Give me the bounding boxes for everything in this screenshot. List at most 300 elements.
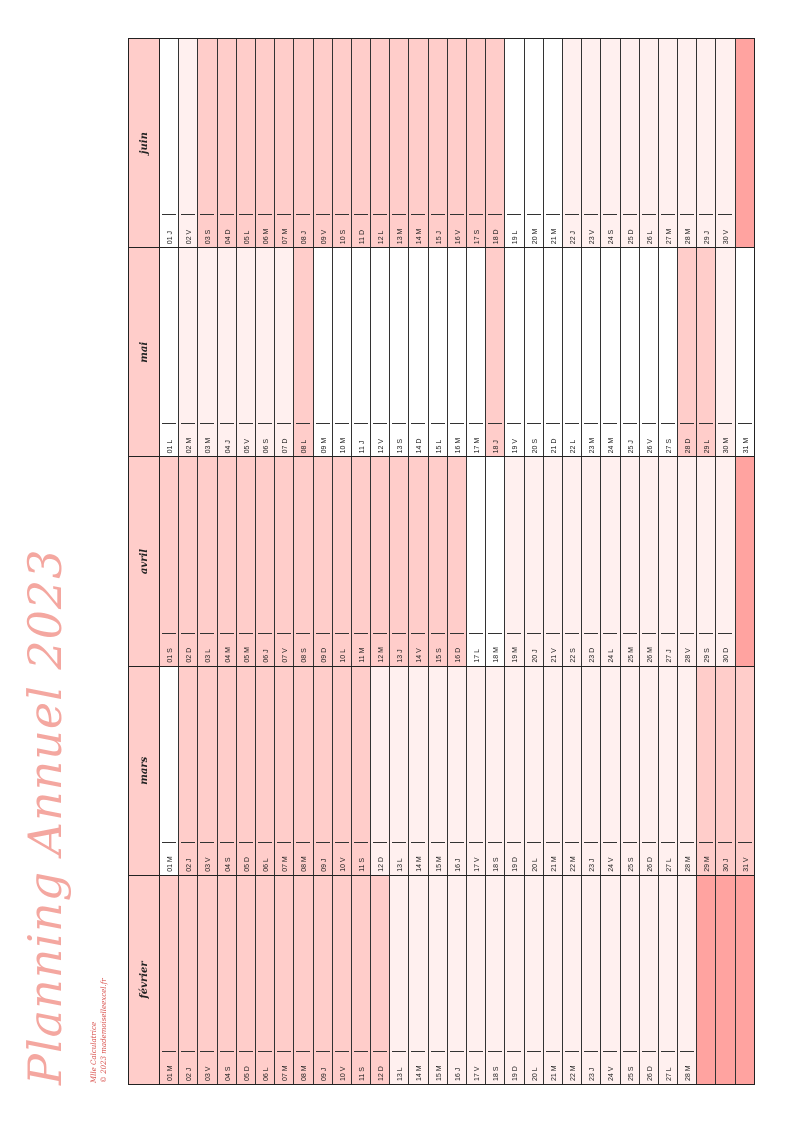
day-cell[interactable]	[390, 248, 409, 456]
day-label: 08 L	[296, 423, 310, 456]
day-cell[interactable]	[544, 667, 563, 875]
day-cell[interactable]	[218, 457, 237, 665]
day-cell[interactable]	[697, 248, 716, 456]
day-label: 12 V	[373, 423, 387, 456]
day-label: 27 J	[661, 633, 675, 666]
day-cell[interactable]	[256, 248, 275, 456]
day-cell[interactable]	[563, 667, 582, 875]
day-label: 18 S	[488, 1051, 502, 1084]
day-label: 17 S	[469, 214, 483, 247]
day-cell[interactable]	[486, 667, 505, 875]
day-label: 10 V	[335, 1051, 349, 1084]
day-cell[interactable]	[716, 876, 735, 1084]
day-cell[interactable]	[467, 667, 486, 875]
day-label: 16 J	[450, 1051, 464, 1084]
day-cell[interactable]	[582, 876, 601, 1084]
day-cell[interactable]	[697, 876, 716, 1084]
day-cell[interactable]	[314, 39, 333, 247]
day-cell[interactable]	[429, 39, 448, 247]
day-label: 14 D	[411, 423, 425, 456]
day-cell[interactable]	[160, 457, 179, 665]
day-cell[interactable]	[179, 667, 198, 875]
day-cell[interactable]	[179, 248, 198, 456]
day-cell[interactable]	[333, 667, 352, 875]
day-label: 18 J	[488, 423, 502, 456]
day-cell[interactable]	[716, 667, 735, 875]
day-cell[interactable]	[563, 248, 582, 456]
day-cell[interactable]	[448, 248, 467, 456]
day-label: 07 M	[277, 842, 291, 875]
day-label: 21 M	[546, 842, 560, 875]
day-cell[interactable]	[218, 248, 237, 456]
day-list	[160, 39, 754, 247]
day-label: 15 L	[431, 423, 445, 456]
month-header: février	[129, 876, 160, 1084]
day-label: 22 M	[565, 842, 579, 875]
day-cell[interactable]	[448, 457, 467, 665]
day-label: 09 J	[316, 842, 330, 875]
day-cell[interactable]	[198, 248, 217, 456]
day-label: 24 V	[603, 1051, 617, 1084]
day-cell[interactable]	[563, 876, 582, 1084]
day-cell[interactable]	[467, 457, 486, 665]
day-label: 09 D	[316, 633, 330, 666]
day-label: 18 M	[488, 633, 502, 666]
day-cell[interactable]	[486, 39, 505, 247]
day-label: 26 D	[642, 1051, 656, 1084]
day-cell[interactable]	[390, 39, 409, 247]
day-label: 27 L	[661, 842, 675, 875]
day-label: 26 L	[642, 214, 656, 247]
day-label: 18 D	[488, 214, 502, 247]
day-label: 05 L	[239, 214, 253, 247]
day-label: 01 M	[162, 1051, 176, 1084]
day-cell[interactable]	[659, 876, 678, 1084]
day-label: 21 M	[546, 1051, 560, 1084]
day-label: 09 V	[316, 214, 330, 247]
day-cell[interactable]	[198, 876, 217, 1084]
day-label: 11 D	[354, 214, 368, 247]
day-label: 29 L	[699, 423, 713, 456]
day-label: 08 J	[296, 214, 310, 247]
day-label: 31 M	[738, 423, 752, 456]
day-cell[interactable]	[314, 248, 333, 456]
day-label: 14 M	[411, 842, 425, 875]
day-label: 19 L	[507, 214, 521, 247]
day-cell[interactable]	[582, 457, 601, 665]
day-cell[interactable]	[237, 457, 256, 665]
day-cell[interactable]	[294, 667, 313, 875]
day-label: 21 D	[546, 423, 560, 456]
day-cell[interactable]	[409, 457, 428, 665]
day-label: 14 M	[411, 214, 425, 247]
day-label: 18 S	[488, 842, 502, 875]
day-cell[interactable]	[237, 876, 256, 1084]
day-label: 13 J	[392, 633, 406, 666]
day-label: 10 L	[335, 633, 349, 666]
day-cell[interactable]	[736, 876, 754, 1084]
day-label: 07 M	[277, 1051, 291, 1084]
day-label: 01 L	[162, 423, 176, 456]
day-label: 12 L	[373, 214, 387, 247]
day-label: 26 D	[642, 842, 656, 875]
day-cell[interactable]	[582, 667, 601, 875]
day-cell[interactable]	[601, 457, 620, 665]
day-label: 25 S	[623, 842, 637, 875]
day-cell[interactable]	[256, 667, 275, 875]
day-cell[interactable]	[525, 667, 544, 875]
day-cell[interactable]	[275, 876, 294, 1084]
day-cell[interactable]	[371, 876, 390, 1084]
day-cell[interactable]	[621, 667, 640, 875]
day-label: 04 J	[220, 423, 234, 456]
day-label: 13 L	[392, 842, 406, 875]
day-cell[interactable]	[448, 39, 467, 247]
day-cell[interactable]	[505, 248, 524, 456]
day-label: 06 J	[258, 633, 272, 666]
day-label: 05 V	[239, 423, 253, 456]
day-cell[interactable]	[505, 39, 524, 247]
day-cell[interactable]	[429, 876, 448, 1084]
day-label: 03 V	[200, 842, 214, 875]
day-cell[interactable]	[621, 876, 640, 1084]
day-cell[interactable]	[371, 667, 390, 875]
day-label: 16 J	[450, 842, 464, 875]
day-cell[interactable]	[659, 667, 678, 875]
day-label: 24 S	[603, 214, 617, 247]
month-header: mai	[129, 248, 160, 456]
day-cell[interactable]	[314, 667, 333, 875]
day-cell[interactable]	[678, 876, 697, 1084]
day-cell[interactable]	[429, 457, 448, 665]
day-label: 13 M	[392, 214, 406, 247]
day-label: 16 M	[450, 423, 464, 456]
day-label: 01 J	[162, 214, 176, 247]
day-cell[interactable]	[160, 248, 179, 456]
day-cell[interactable]	[486, 248, 505, 456]
day-label: 21 V	[546, 633, 560, 666]
day-label: 26 M	[642, 633, 656, 666]
day-cell[interactable]	[429, 248, 448, 456]
day-label: 25 M	[623, 633, 637, 666]
day-label: 20 S	[527, 423, 541, 456]
day-label: 19 M	[507, 633, 521, 666]
day-cell[interactable]	[256, 457, 275, 665]
day-cell[interactable]	[697, 39, 716, 247]
day-cell[interactable]	[621, 39, 640, 247]
day-cell[interactable]	[409, 248, 428, 456]
day-cell[interactable]	[601, 248, 620, 456]
day-label: 17 V	[469, 842, 483, 875]
day-cell[interactable]	[371, 457, 390, 665]
day-cell[interactable]	[601, 39, 620, 247]
day-cell[interactable]	[294, 876, 313, 1084]
day-label: 16 D	[450, 633, 464, 666]
day-cell[interactable]	[659, 457, 678, 665]
day-cell[interactable]	[275, 457, 294, 665]
day-label: 04 S	[220, 1051, 234, 1084]
day-cell[interactable]	[716, 457, 735, 665]
month-header: avril	[129, 457, 160, 665]
day-label: 26 V	[642, 423, 656, 456]
day-cell[interactable]	[237, 39, 256, 247]
day-label: 28 M	[680, 214, 694, 247]
day-cell[interactable]	[333, 457, 352, 665]
day-cell[interactable]	[275, 248, 294, 456]
day-cell[interactable]	[179, 876, 198, 1084]
day-cell[interactable]	[218, 876, 237, 1084]
day-cell[interactable]	[448, 876, 467, 1084]
day-cell[interactable]	[294, 39, 313, 247]
day-label: 17 L	[469, 633, 483, 666]
day-label: 31 V	[738, 842, 752, 875]
day-cell[interactable]	[390, 876, 409, 1084]
day-cell[interactable]	[314, 457, 333, 665]
day-cell[interactable]	[256, 39, 275, 247]
day-label: 25 J	[623, 423, 637, 456]
day-label: 06 L	[258, 1051, 272, 1084]
month-column	[129, 876, 754, 1084]
day-cell[interactable]	[525, 876, 544, 1084]
day-label: 05 D	[239, 1051, 253, 1084]
day-label: 23 M	[584, 423, 598, 456]
day-cell[interactable]	[409, 667, 428, 875]
day-label: 13 S	[392, 423, 406, 456]
day-cell[interactable]	[621, 457, 640, 665]
day-label: 28 M	[680, 1051, 694, 1084]
day-label: 01 S	[162, 633, 176, 666]
day-cell[interactable]	[352, 39, 371, 247]
day-label: 19 V	[507, 423, 521, 456]
day-cell[interactable]	[544, 39, 563, 247]
day-cell[interactable]	[294, 457, 313, 665]
day-label: 28 M	[680, 842, 694, 875]
day-label: 22 S	[565, 633, 579, 666]
day-label: 27 L	[661, 1051, 675, 1084]
day-cell[interactable]	[736, 457, 754, 665]
day-label: 03 S	[200, 214, 214, 247]
day-cell[interactable]	[678, 667, 697, 875]
day-cell[interactable]	[448, 667, 467, 875]
day-cell[interactable]	[275, 39, 294, 247]
day-label: 24 L	[603, 633, 617, 666]
day-cell[interactable]	[371, 39, 390, 247]
day-cell[interactable]	[563, 39, 582, 247]
day-label: 08 S	[296, 633, 310, 666]
day-cell[interactable]	[314, 876, 333, 1084]
day-label: 22 M	[565, 1051, 579, 1084]
day-cell[interactable]	[333, 39, 352, 247]
day-cell[interactable]	[716, 39, 735, 247]
day-cell[interactable]	[160, 876, 179, 1084]
day-cell[interactable]	[160, 667, 179, 875]
day-cell[interactable]	[467, 876, 486, 1084]
day-cell[interactable]	[333, 248, 352, 456]
calendar-grid	[128, 38, 755, 1085]
day-cell[interactable]	[678, 39, 697, 247]
day-cell[interactable]	[237, 667, 256, 875]
day-cell[interactable]	[659, 248, 678, 456]
day-label: 09 M	[316, 423, 330, 456]
day-label: 29 M	[699, 842, 713, 875]
day-label: 20 J	[527, 633, 541, 666]
day-cell[interactable]	[198, 667, 217, 875]
day-cell[interactable]	[505, 457, 524, 665]
day-label: 04 M	[220, 633, 234, 666]
day-label: 24 M	[603, 423, 617, 456]
day-cell[interactable]	[601, 876, 620, 1084]
day-cell[interactable]	[716, 248, 735, 456]
day-cell[interactable]	[659, 39, 678, 247]
day-cell[interactable]	[640, 39, 659, 247]
day-cell[interactable]	[640, 876, 659, 1084]
day-cell[interactable]	[275, 667, 294, 875]
day-label: 24 V	[603, 842, 617, 875]
day-label: 30 M	[718, 423, 732, 456]
day-cell[interactable]	[525, 39, 544, 247]
day-label: 15 M	[431, 1051, 445, 1084]
day-label: 27 S	[661, 423, 675, 456]
day-cell[interactable]	[352, 667, 371, 875]
day-cell[interactable]	[429, 667, 448, 875]
day-cell[interactable]	[640, 457, 659, 665]
day-cell[interactable]	[160, 39, 179, 247]
day-label: 06 S	[258, 423, 272, 456]
day-cell[interactable]	[697, 457, 716, 665]
day-label: 27 M	[661, 214, 675, 247]
day-cell[interactable]	[544, 876, 563, 1084]
day-label: 12 D	[373, 842, 387, 875]
day-label: 08 M	[296, 1051, 310, 1084]
author-credit: Mlle Calculatrice	[90, 1021, 98, 1083]
day-cell[interactable]	[467, 39, 486, 247]
day-cell[interactable]	[736, 667, 754, 875]
day-cell[interactable]	[352, 457, 371, 665]
copyright-notice: © 2023 mademoiselleexcel.fr	[100, 978, 108, 1083]
day-cell[interactable]	[505, 667, 524, 875]
day-label: 12 M	[373, 633, 387, 666]
day-label: 13 L	[392, 1051, 406, 1084]
day-cell[interactable]	[582, 39, 601, 247]
day-label: 16 V	[450, 214, 464, 247]
day-label: 20 L	[527, 1051, 541, 1084]
day-cell[interactable]	[352, 248, 371, 456]
day-label: 15 J	[431, 214, 445, 247]
day-cell[interactable]	[294, 248, 313, 456]
day-label: 02 D	[181, 633, 195, 666]
day-cell[interactable]	[736, 248, 754, 456]
month-column	[129, 39, 754, 248]
day-cell[interactable]	[486, 457, 505, 665]
day-label: 12 D	[373, 1051, 387, 1084]
day-cell[interactable]	[525, 457, 544, 665]
day-label: 15 M	[431, 842, 445, 875]
day-label: 28 V	[680, 633, 694, 666]
day-cell[interactable]	[409, 39, 428, 247]
day-cell[interactable]	[582, 248, 601, 456]
day-cell[interactable]	[352, 876, 371, 1084]
day-cell[interactable]	[218, 667, 237, 875]
day-cell[interactable]	[390, 667, 409, 875]
day-cell[interactable]	[525, 248, 544, 456]
day-label: 01 M	[162, 842, 176, 875]
day-list	[160, 457, 754, 665]
day-cell[interactable]	[333, 876, 352, 1084]
day-label: 30 J	[718, 842, 732, 875]
day-cell[interactable]	[179, 39, 198, 247]
day-label: 09 J	[316, 1051, 330, 1084]
day-label: 14 M	[411, 1051, 425, 1084]
day-cell[interactable]	[237, 248, 256, 456]
day-cell[interactable]	[256, 876, 275, 1084]
day-label: 08 M	[296, 842, 310, 875]
day-label: 04 S	[220, 842, 234, 875]
day-label: 25 D	[623, 214, 637, 247]
day-label: 05 D	[239, 842, 253, 875]
day-label: 14 V	[411, 633, 425, 666]
day-label: 21 M	[546, 214, 560, 247]
day-cell[interactable]	[621, 248, 640, 456]
day-label: 15 S	[431, 633, 445, 666]
day-cell[interactable]	[601, 667, 620, 875]
day-label: 05 M	[239, 633, 253, 666]
day-label: 29 J	[699, 214, 713, 247]
day-label: 02 M	[181, 423, 195, 456]
page-title: Planning Annuel 2023	[18, 548, 72, 1085]
day-label: 10 S	[335, 214, 349, 247]
day-cell[interactable]	[505, 876, 524, 1084]
day-cell[interactable]	[390, 457, 409, 665]
day-label: 02 J	[181, 842, 195, 875]
month-header: juin	[129, 39, 160, 247]
day-cell[interactable]	[179, 457, 198, 665]
day-label: 03 L	[200, 633, 214, 666]
day-label: 04 D	[220, 214, 234, 247]
day-cell[interactable]	[371, 248, 390, 456]
day-cell[interactable]	[678, 457, 697, 665]
day-label: 23 J	[584, 842, 598, 875]
day-cell[interactable]	[467, 248, 486, 456]
day-label: 02 J	[181, 1051, 195, 1084]
day-label: 22 J	[565, 214, 579, 247]
day-cell[interactable]	[697, 667, 716, 875]
day-cell[interactable]	[544, 248, 563, 456]
day-cell[interactable]	[198, 457, 217, 665]
day-cell[interactable]	[218, 39, 237, 247]
day-list	[160, 667, 754, 875]
day-list	[160, 876, 754, 1084]
day-label: 17 V	[469, 1051, 483, 1084]
day-cell[interactable]	[544, 457, 563, 665]
month-header: mars	[129, 667, 160, 875]
month-column	[129, 667, 754, 876]
day-cell[interactable]	[198, 39, 217, 247]
day-label: 23 J	[584, 1051, 598, 1084]
day-cell[interactable]	[736, 39, 754, 247]
day-label: 30 D	[718, 633, 732, 666]
day-label: 23 V	[584, 214, 598, 247]
day-cell[interactable]	[678, 248, 697, 456]
day-label: 23 D	[584, 633, 598, 666]
day-cell[interactable]	[409, 876, 428, 1084]
day-label: 28 D	[680, 423, 694, 456]
day-cell[interactable]	[640, 667, 659, 875]
day-label: 22 L	[565, 423, 579, 456]
day-cell[interactable]	[486, 876, 505, 1084]
day-cell[interactable]	[563, 457, 582, 665]
day-label: 10 V	[335, 842, 349, 875]
day-cell[interactable]	[640, 248, 659, 456]
